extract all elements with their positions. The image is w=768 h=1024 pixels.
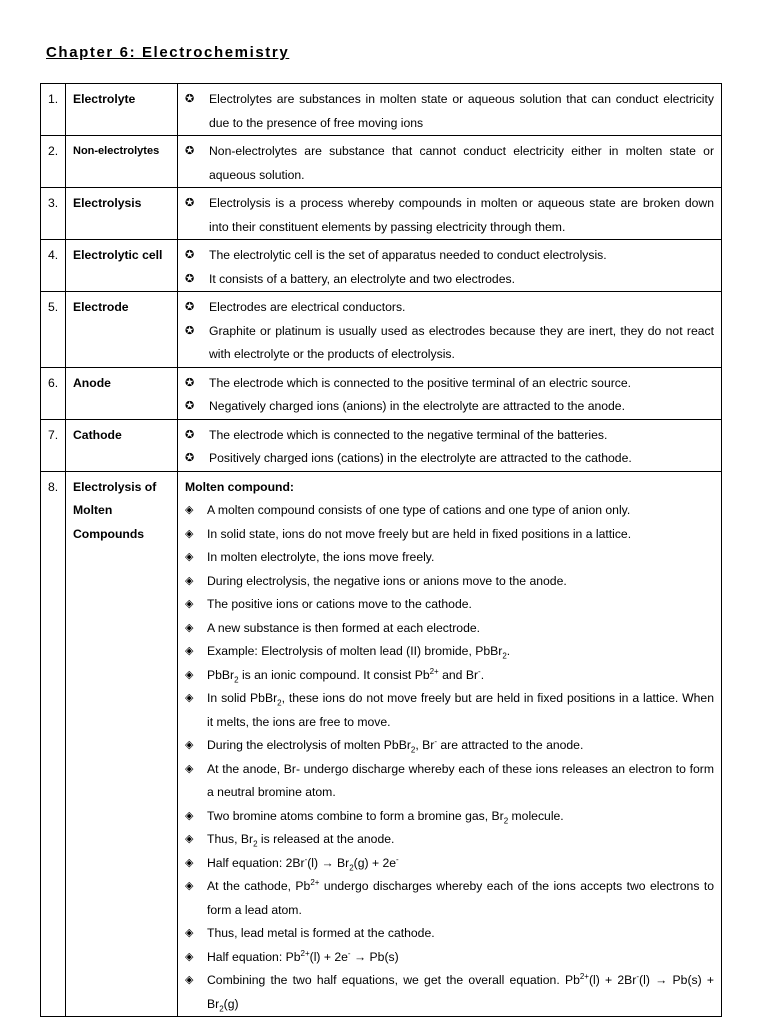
- list-item: ◈ A molten compound consists of one type of cations and one type of anion only.: [185, 499, 714, 523]
- table-row: [41, 188, 722, 240]
- page-title: Chapter 6: Electrochemistry: [46, 44, 290, 61]
- section-heading: Molten compound:: [185, 479, 294, 494]
- table-row: [41, 84, 722, 136]
- row-term: Non-electrolytes: [66, 136, 178, 188]
- list-item: ✪ The electrolytic cell is the set of apparatus needed to conduct electrolysis.: [185, 244, 714, 268]
- diamond-bullet-icon: ◈: [185, 598, 194, 610]
- list-item: ◈ The positive ions or cations move to the cathode.: [185, 593, 714, 617]
- row-number: 4.: [41, 240, 66, 292]
- diamond-bullet-icon: ◈: [185, 927, 194, 939]
- list-item: ◈ PbBr$_2$ is an ionic compound. It consist $Pb^{2+}$ and Br-.: [185, 664, 714, 688]
- row-term: Electrolytic cell: [66, 240, 178, 292]
- circle-bullet-icon: ✪: [185, 324, 195, 337]
- row-description: [178, 471, 722, 1017]
- list-item: ◈ At the cathode, $Pb^{2+}$ undergo discharges whereby each of the ions accepts two electrons to form a lead atom.: [185, 875, 714, 922]
- row-description: [178, 136, 722, 188]
- list-item: ✪ Negatively charged ions (anions) in the electrolyte are attracted to the anode.: [185, 395, 714, 419]
- circle-bullet-icon: ✪: [185, 428, 195, 441]
- circle-bullet-icon: ✪: [185, 376, 195, 389]
- diamond-bullet-icon: ◈: [185, 645, 194, 657]
- row-term: Cathode: [66, 419, 178, 471]
- circle-bullet-icon: ✪: [185, 197, 195, 209]
- row-term: Electrode: [66, 292, 178, 368]
- list-item: ✪ Graphite or platinum is usually used as electrodes because they are inert, they do not react with electrolyte or the products of electrolysis.: [185, 320, 714, 367]
- list-item: ◈ A new substance is then formed at each electrode.: [185, 617, 714, 641]
- table-row: [41, 292, 722, 368]
- row-number: 1.: [41, 84, 66, 136]
- diamond-bullet-icon: ◈: [185, 527, 194, 540]
- notes-table: [40, 83, 722, 1017]
- diamond-bullet-icon: ◈: [185, 950, 194, 963]
- row-number: 3.: [41, 188, 66, 240]
- table-row: [41, 240, 722, 292]
- diamond-bullet-icon: ◈: [185, 574, 194, 587]
- list-item: ◈ In solid state, ions do not move freely but are held in fixed positions in a lattice.: [185, 523, 714, 547]
- row-description: [178, 419, 722, 471]
- list-item: ◈ During the electrolysis of molten PbBr$_2$, Br- are attracted to the anode.: [185, 734, 714, 758]
- row-number: 8.: [41, 471, 66, 1017]
- circle-bullet-icon: ✪: [185, 249, 195, 261]
- diamond-bullet-icon: ◈: [185, 692, 194, 704]
- list-item: ✪ The electrode which is connected to the positive terminal of an electric source.: [185, 372, 714, 396]
- circle-bullet-icon: ✪: [185, 145, 195, 157]
- circle-bullet-icon: ✪: [185, 400, 195, 412]
- row-description: [178, 292, 722, 368]
- list-item: ✪ Electrolysis is a process whereby compounds in molten or aqueous state are broken down into their constituent elements by passing electricity through them.: [185, 192, 714, 239]
- list-item: ◈ Example: Electrolysis of molten lead (II) bromide, PbBr$_2$.: [185, 640, 714, 664]
- table-row: [41, 419, 722, 471]
- list-item: ✪ Electrolytes are substances in molten state or aqueous solution that can conduct electricity due to the presence of free moving ions: [185, 88, 714, 135]
- circle-bullet-icon: ✪: [185, 301, 195, 313]
- row-term: Electrolyte: [66, 84, 178, 136]
- diamond-bullet-icon: ◈: [185, 762, 194, 775]
- diamond-bullet-icon: ◈: [185, 809, 194, 822]
- diamond-bullet-icon: ◈: [185, 621, 194, 634]
- list-item: ◈ Half equation: $2Br^-(l) \to Br_2(g) + 2e^-$: [185, 852, 714, 876]
- diamond-bullet-icon: ◈: [185, 974, 194, 986]
- list-item: ✪ Electrodes are electrical conductors.: [185, 296, 714, 320]
- circle-bullet-icon: ✪: [185, 452, 195, 464]
- diamond-bullet-icon: ◈: [185, 551, 194, 563]
- list-item: ◈ Two bromine atoms combine to form a bromine gas, $Br_2$ molecule.: [185, 805, 714, 829]
- row-term: Electrolysis of Molten Compounds: [66, 471, 178, 1017]
- diamond-bullet-icon: ◈: [185, 880, 194, 892]
- row-number: 6.: [41, 367, 66, 419]
- list-item: ✪ It consists of a battery, an electrolyte and two electrodes.: [185, 268, 714, 292]
- list-item: ✪ Positively charged ions (cations) in the electrolyte are attracted to the cathode.: [185, 447, 714, 471]
- row-number: 5.: [41, 292, 66, 368]
- list-item: ◈ In molten electrolyte, the ions move freely.: [185, 546, 714, 570]
- list-item: ◈ Thus, $Br_2$ is released at the anode.: [185, 828, 714, 852]
- diamond-bullet-icon: ◈: [185, 504, 194, 516]
- row-term: Electrolysis: [66, 188, 178, 240]
- table-row: [41, 136, 722, 188]
- row-description: [178, 240, 722, 292]
- list-item: ◈ Thus, lead metal is formed at the cathode.: [185, 922, 714, 946]
- circle-bullet-icon: ✪: [185, 272, 195, 285]
- list-item: ◈ In solid PbBr$_2$, these ions do not move freely but are held in fixed positions in a lattice. When it melts, the ions are free to move.: [185, 687, 714, 734]
- list-item: ✪ Non-electrolytes are substance that cannot conduct electricity either in molten state or aqueous solution.: [185, 140, 714, 187]
- list-item: ◈ Half equation: $Pb^{2+}(l) + 2e^- \to Pb(s)$: [185, 946, 714, 970]
- row-description: [178, 188, 722, 240]
- row-number: 7.: [41, 419, 66, 471]
- list-item: ✪ The electrode which is connected to the negative terminal of the batteries.: [185, 424, 714, 448]
- list-item: ◈ At the anode, Br- undergo discharge whereby each of these ions releases an electron to form a neutral bromine atom.: [185, 758, 714, 805]
- list-item: ◈ Combining the two half equations, we get the overall equation. $Pb^{2+}(l) + 2Br^-(l) \to Pb(s) + Br_2(g)$: [185, 969, 714, 1016]
- diamond-bullet-icon: ◈: [185, 856, 194, 869]
- diamond-bullet-icon: ◈: [185, 833, 194, 845]
- row-description: [178, 367, 722, 419]
- row-term: Anode: [66, 367, 178, 419]
- circle-bullet-icon: ✪: [185, 93, 195, 105]
- diamond-bullet-icon: ◈: [185, 668, 194, 681]
- table-row: [41, 367, 722, 419]
- list-item: ◈ During electrolysis, the negative ions or anions move to the anode.: [185, 570, 714, 594]
- row-description: [178, 84, 722, 136]
- diamond-bullet-icon: ◈: [185, 739, 194, 751]
- row-number: 2.: [41, 136, 66, 188]
- table-row: [41, 471, 722, 1017]
